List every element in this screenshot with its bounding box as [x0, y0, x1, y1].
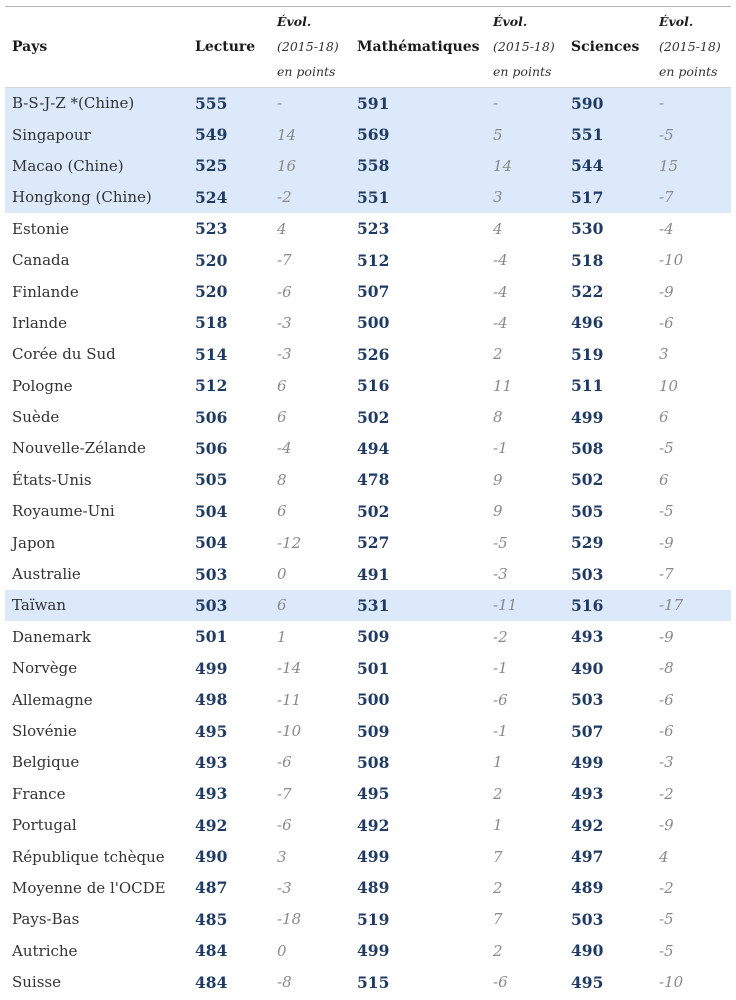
reading-evolution: 1: [277, 627, 287, 646]
science-score: 516: [564, 590, 652, 621]
math-score: 509: [357, 721, 390, 741]
science-evolution: -6: [659, 313, 674, 332]
reading-evolution: 6: [277, 408, 287, 427]
math-score: 500: [357, 690, 390, 710]
reading-evolution: -8: [277, 973, 292, 992]
math-score: 519: [357, 909, 390, 929]
table-row: [5, 715, 731, 746]
science-evolution: -10: [659, 251, 684, 270]
reading-score: 503: [188, 590, 270, 621]
reading-evolution: -6: [277, 816, 292, 835]
table-row: [5, 778, 731, 809]
reading-evolution: 6: [277, 376, 287, 395]
table-row: [5, 433, 731, 464]
table-row: [5, 872, 731, 903]
science-score: 490: [571, 658, 604, 678]
math-score: 502: [357, 407, 390, 427]
science-score: 495: [571, 972, 604, 992]
header-reading-evolution: [270, 7, 350, 88]
math-evolution: -1: [493, 659, 508, 678]
table-row: [5, 904, 731, 935]
country-cell: Irlande: [12, 313, 67, 332]
science-evolution: -: [652, 88, 731, 119]
science-evolution: -5: [659, 439, 674, 458]
table-row: [5, 244, 731, 275]
math-evolution: -1: [493, 722, 508, 740]
science-score: 505: [571, 501, 604, 521]
country-cell: Danemark: [12, 627, 91, 646]
math-evolution: -3: [493, 565, 508, 584]
reading-evolution: -18: [277, 910, 302, 929]
science-evolution: -7: [659, 565, 674, 584]
science-evolution: -2: [659, 878, 674, 897]
reading-score: 504: [195, 533, 228, 553]
reading-score: 555: [188, 88, 270, 119]
table-row: [5, 684, 731, 715]
reading-evolution: -7: [277, 251, 292, 270]
country-cell: Autriche: [12, 941, 78, 960]
math-evolution: -6: [493, 690, 508, 709]
reading-evolution: -14: [277, 659, 302, 678]
header-country: Pays: [5, 7, 188, 88]
science-score: 497: [571, 847, 604, 867]
country-cell: Estonie: [12, 219, 70, 238]
math-score: 509: [357, 627, 390, 647]
reading-evolution: -7: [277, 784, 292, 803]
country-cell: Australie: [12, 565, 81, 584]
country-cell: Hongkong (Chine): [5, 182, 188, 213]
reading-score: 493: [195, 784, 228, 804]
reading-score: 504: [195, 501, 228, 521]
reading-score: 549: [188, 119, 270, 150]
country-cell: Taïwan: [5, 590, 188, 621]
math-evolution: 9: [493, 470, 503, 489]
math-score: 508: [357, 752, 390, 772]
science-evolution: 6: [659, 408, 669, 427]
header-evol-label: Évol.: [493, 14, 528, 29]
math-evolution: 8: [493, 408, 503, 427]
science-evolution: -6: [659, 722, 674, 740]
reading-evolution: 16: [270, 150, 350, 181]
reading-evolution: 6: [277, 502, 287, 521]
country-cell: Nouvelle-Zélande: [12, 439, 146, 458]
table-row: [5, 276, 731, 307]
math-evolution: -11: [486, 590, 564, 621]
country-cell: France: [12, 784, 66, 803]
table-row: [5, 935, 731, 966]
science-score: 517: [564, 182, 652, 213]
math-evolution: 3: [486, 182, 564, 213]
header-row: [5, 7, 731, 88]
math-score: 523: [357, 219, 390, 239]
science-score: 507: [571, 721, 604, 741]
math-score: 527: [357, 533, 390, 553]
science-evolution: -8: [659, 659, 674, 678]
math-score: 591: [350, 88, 486, 119]
reading-score: 525: [188, 150, 270, 181]
table-row: [5, 841, 731, 872]
reading-evolution: 4: [277, 219, 287, 238]
pisa-results-table: [5, 6, 731, 998]
header-evol-period: (2015-18): [493, 39, 555, 54]
country-cell: Norvège: [12, 659, 78, 678]
table-row: [5, 590, 731, 621]
reading-score: 492: [195, 815, 228, 835]
country-cell: Finlande: [12, 282, 79, 301]
reading-score: 505: [195, 470, 228, 490]
science-evolution: 3: [659, 345, 669, 364]
table-row: [5, 339, 731, 370]
math-evolution: 4: [493, 219, 503, 238]
math-score: 478: [357, 470, 390, 490]
math-evolution: -4: [493, 251, 508, 270]
header-science-evolution: [652, 7, 731, 88]
math-evolution: -6: [493, 973, 508, 992]
reading-score: 506: [195, 438, 228, 458]
science-evolution: 10: [659, 376, 679, 395]
math-score: 551: [350, 182, 486, 213]
science-score: 544: [564, 150, 652, 181]
reading-evolution: 14: [270, 119, 350, 150]
country-cell: République tchèque: [12, 847, 165, 866]
science-evolution: -10: [659, 973, 684, 992]
math-score: 516: [357, 376, 390, 396]
reading-evolution: -: [270, 88, 350, 119]
header-evol-unit: en points: [659, 64, 718, 79]
science-score: 530: [571, 219, 604, 239]
reading-score: 498: [195, 690, 228, 710]
table-row: [5, 119, 731, 150]
math-evolution: 5: [486, 119, 564, 150]
header-evol-period: (2015-18): [277, 39, 339, 54]
math-evolution: 2: [493, 784, 503, 803]
table-row: [5, 966, 731, 997]
header-math-evolution: [486, 7, 564, 88]
reading-score: 490: [195, 847, 228, 867]
table-row: [5, 747, 731, 778]
reading-score: 520: [195, 282, 228, 302]
header-science: Sciences: [564, 7, 652, 88]
reading-evolution: -4: [277, 439, 292, 458]
table-row: [5, 527, 731, 558]
math-score: 499: [357, 847, 390, 867]
science-score: 590: [564, 88, 652, 119]
math-evolution: -4: [493, 313, 508, 332]
table-row: [5, 150, 731, 181]
science-score: 489: [571, 878, 604, 898]
math-evolution: 2: [493, 941, 503, 960]
science-evolution: 6: [659, 470, 669, 489]
header-evol-unit: en points: [493, 64, 552, 79]
math-score: 526: [357, 344, 390, 364]
math-evolution: 14: [486, 150, 564, 181]
math-evolution: -: [486, 88, 564, 119]
reading-score: 520: [195, 250, 228, 270]
math-evolution: 1: [493, 753, 503, 772]
math-score: 492: [357, 815, 390, 835]
country-cell: Pays-Bas: [12, 910, 80, 929]
science-evolution: -7: [652, 182, 731, 213]
reading-evolution: -10: [277, 722, 302, 740]
math-score: 495: [357, 784, 390, 804]
science-evolution: -4: [659, 219, 674, 238]
science-evolution: -5: [659, 941, 674, 960]
reading-score: 501: [195, 627, 228, 647]
reading-score: 503: [195, 564, 228, 584]
math-evolution: 7: [493, 847, 503, 866]
science-score: 499: [571, 752, 604, 772]
header-math: Mathématiques: [350, 7, 486, 88]
math-score: 489: [357, 878, 390, 898]
science-evolution: -5: [659, 502, 674, 521]
country-cell: Moyenne de l'OCDE: [12, 878, 166, 897]
math-score: 531: [350, 590, 486, 621]
science-score: 508: [571, 438, 604, 458]
science-evolution: -9: [659, 816, 674, 835]
science-score: 492: [571, 815, 604, 835]
science-evolution: 4: [659, 847, 669, 866]
table-row: [5, 182, 731, 213]
header-reading: Lecture: [188, 7, 270, 88]
reading-score: 495: [195, 721, 228, 741]
science-evolution: 15: [652, 150, 731, 181]
math-evolution: 1: [493, 816, 503, 835]
math-evolution: -1: [493, 439, 508, 458]
math-score: 507: [357, 282, 390, 302]
math-score: 515: [357, 972, 390, 992]
reading-evolution: 3: [277, 847, 287, 866]
table-row: [5, 809, 731, 840]
reading-evolution: 0: [277, 941, 287, 960]
reading-evolution: -3: [277, 345, 292, 364]
math-evolution: 7: [493, 910, 503, 929]
country-cell: Suède: [12, 408, 60, 427]
science-evolution: -2: [659, 784, 674, 803]
table-row: [5, 558, 731, 589]
reading-score: 493: [195, 752, 228, 772]
science-evolution: -17: [652, 590, 731, 621]
science-score: 518: [571, 250, 604, 270]
science-score: 522: [571, 282, 604, 302]
reading-score: 487: [195, 878, 228, 898]
header-evol-unit: en points: [277, 64, 336, 79]
table-body: [5, 88, 731, 998]
math-evolution: 9: [493, 502, 503, 521]
math-score: 494: [357, 438, 390, 458]
reading-evolution: 6: [270, 590, 350, 621]
science-score: 503: [571, 690, 604, 710]
science-evolution: -5: [659, 910, 674, 929]
science-evolution: -3: [659, 753, 674, 772]
science-score: 499: [571, 407, 604, 427]
reading-evolution: -3: [277, 313, 292, 332]
table-header: [5, 7, 731, 88]
math-score: 569: [350, 119, 486, 150]
reading-score: 523: [195, 219, 228, 239]
science-evolution: -9: [659, 627, 674, 646]
science-evolution: -9: [659, 533, 674, 552]
science-score: 511: [571, 376, 604, 396]
reading-score: 512: [195, 376, 228, 396]
country-cell: Allemagne: [12, 690, 93, 709]
country-cell: Corée du Sud: [12, 345, 116, 364]
math-evolution: 11: [493, 376, 513, 395]
country-cell: Royaume-Uni: [12, 502, 115, 521]
reading-evolution: -2: [270, 182, 350, 213]
science-score: 490: [571, 941, 604, 961]
science-score: 493: [571, 627, 604, 647]
science-score: 551: [564, 119, 652, 150]
math-evolution: -5: [493, 533, 508, 552]
table-row: [5, 464, 731, 495]
science-score: 493: [571, 784, 604, 804]
science-score: 502: [571, 470, 604, 490]
math-score: 499: [357, 941, 390, 961]
reading-score: 485: [195, 909, 228, 929]
reading-score: 524: [188, 182, 270, 213]
reading-evolution: -11: [277, 690, 302, 709]
country-cell: Macao (Chine): [5, 150, 188, 181]
science-score: 519: [571, 344, 604, 364]
country-cell: Singapour: [5, 119, 188, 150]
reading-score: 499: [195, 658, 228, 678]
science-score: 529: [571, 533, 604, 553]
reading-evolution: 0: [277, 565, 287, 584]
science-score: 503: [571, 909, 604, 929]
math-evolution: -2: [493, 627, 508, 646]
header-evol-period: (2015-18): [659, 39, 721, 54]
header-evol-label: Évol.: [659, 14, 694, 29]
reading-score: 484: [195, 972, 228, 992]
table-row: [5, 621, 731, 652]
science-score: 503: [571, 564, 604, 584]
table-row: [5, 307, 731, 338]
table-row: [5, 496, 731, 527]
math-score: 500: [357, 313, 390, 333]
header-evol-label: Évol.: [277, 14, 312, 29]
country-cell: Pologne: [12, 376, 73, 395]
country-cell: Slovénie: [12, 722, 77, 740]
science-evolution: -9: [659, 282, 674, 301]
reading-score: 514: [195, 344, 228, 364]
reading-evolution: -6: [277, 753, 292, 772]
math-evolution: 2: [493, 878, 503, 897]
reading-evolution: -6: [277, 282, 292, 301]
math-score: 491: [357, 564, 390, 584]
country-cell: Belgique: [12, 753, 80, 772]
math-evolution: 2: [493, 345, 503, 364]
table-row: [5, 653, 731, 684]
reading-score: 506: [195, 407, 228, 427]
country-cell: Suisse: [12, 973, 62, 992]
science-score: 496: [571, 313, 604, 333]
table-row: [5, 370, 731, 401]
reading-score: 518: [195, 313, 228, 333]
math-evolution: -4: [493, 282, 508, 301]
math-score: 501: [357, 658, 390, 678]
country-cell: États-Unis: [12, 470, 92, 489]
table-row: [5, 88, 731, 119]
math-score: 502: [357, 501, 390, 521]
country-cell: Portugal: [12, 816, 77, 835]
math-score: 558: [350, 150, 486, 181]
reading-evolution: 8: [277, 470, 287, 489]
table-row: [5, 401, 731, 432]
country-cell: Japon: [12, 533, 56, 552]
reading-evolution: -12: [277, 533, 302, 552]
country-cell: Canada: [12, 251, 70, 270]
science-evolution: -5: [652, 119, 731, 150]
country-cell: B-S-J-Z *(Chine): [5, 88, 188, 119]
reading-evolution: -3: [277, 878, 292, 897]
science-evolution: -6: [659, 690, 674, 709]
math-score: 512: [357, 250, 390, 270]
table-row: [5, 213, 731, 244]
reading-score: 484: [195, 941, 228, 961]
